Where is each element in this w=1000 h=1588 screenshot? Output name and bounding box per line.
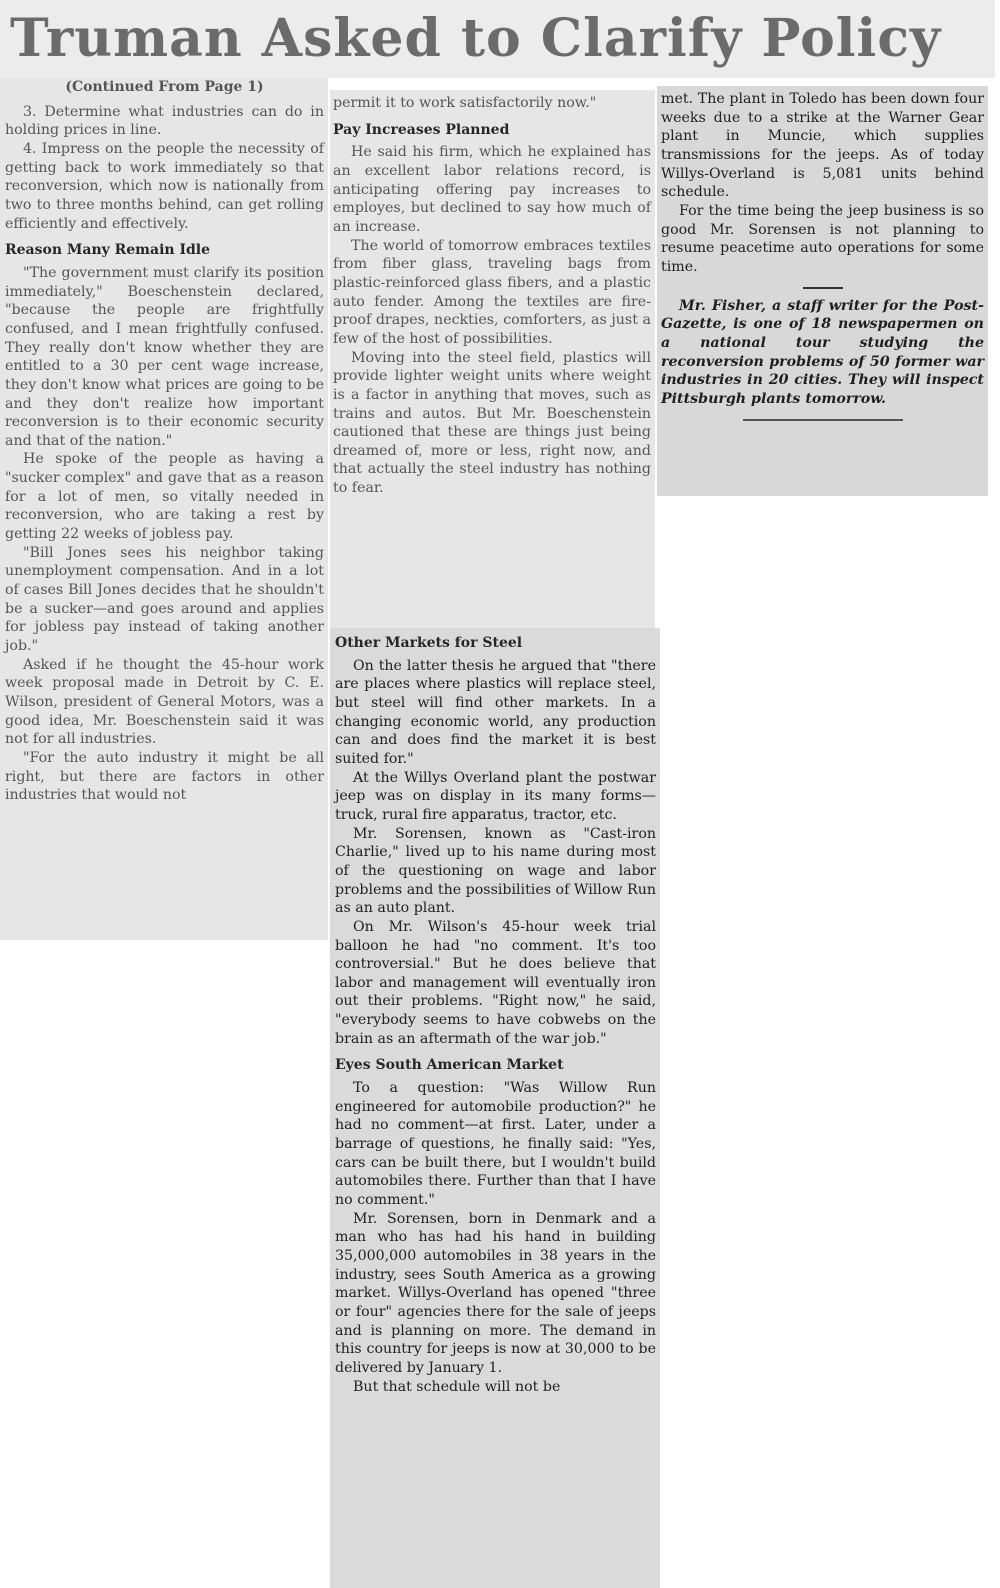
author-note bbox=[661, 297, 984, 409]
paragraph: 4. Impress on the people the necessity of getting back to work immediately so that reconversion, which now is nationally from two to three months behind, can get rolling efficiently and effectively. bbox=[5, 140, 324, 232]
paragraph: Mr. Sorensen, born in Denmark and a man who has had his hand in building 35,000,000 automobiles in 38 years in the industry, sees South America as a growing market. Willys-Overland has opened "three or four" agencies there for the sale of jeeps and is planning on more. The demand in this country for jeeps is now at 30,000 to be delivered by January 1. bbox=[335, 1210, 656, 1376]
paragraph: On the latter thesis he argued that "there are places where plastics will replace steel, but steel will find other markets. In a changing economic world, any production can and does find the market it is best suited for." bbox=[335, 657, 656, 767]
article-column-2-top bbox=[330, 90, 655, 628]
subheading: Reason Many Remain Idle bbox=[5, 242, 211, 259]
paragraph: "For the auto industry it might be all right, but there are factors in other industries that would not bbox=[5, 749, 324, 804]
paragraph: At the Willys Overland plant the postwar jeep was on display in its many forms—truck, rural fire apparatus, tractor, etc. bbox=[335, 769, 656, 823]
article-column-3 bbox=[657, 86, 988, 496]
paragraph: Mr. Sorensen, known as "Cast-iron Charlie," lived up to his name during most of the questioning on wage and labor problems and the possibilities of Willow Run as an auto plant. bbox=[335, 825, 656, 917]
paragraph: The world of tomorrow embraces textiles from fiber glass, traveling bags from plastic-reinforced glass fibers, and a plastic auto fender. Among the textiles are fire-proof drapes, neckties, comforters, as just a few of the host of possibilities. bbox=[333, 237, 651, 347]
headline-banner bbox=[0, 0, 995, 78]
paragraph: To a question: "Was Willow Run engineered for automobile production?" he had no comment—at first. Later, under a barrage of questions, he finally said: "Yes, cars can be built there, but I wouldn't build automobiles there. Further than that I have no comment." bbox=[335, 1080, 656, 1209]
paragraph: "The government must clarify its position immediately," Boeschenstein declared, "because the people are frightfully confused, and I mean frightfully confused. They really don't know whether they are entitled to a 30 per cent wage increase, they don't know what prices are going to be and they don't realize how important reconversion is to their economic security and that of the nation." bbox=[5, 264, 324, 449]
paragraph: met. The plant in Toledo has been down four weeks due to a strike at the Warner Gear plant in Muncie, which supplies transmissions for the jeeps. As of today Willys-Overland is 5,081 units behind schedule. bbox=[661, 91, 984, 201]
paragraph: He said his firm, which he explained has an excellent labor relations record, is anticipating offering pay increases to employes, but declined to say how much of an increase. bbox=[333, 144, 651, 235]
author-note-text: Mr. Fisher, a staff writer for the Post-Gazette, is one of 18 newspapermen on a national tour studying the reconversion problems of 50 former war industries in 20 cities. They will inspect Pittsburgh plants tomorrow. bbox=[661, 297, 984, 407]
divider bbox=[743, 419, 903, 421]
article-column-1 bbox=[0, 78, 328, 940]
subheading: Pay Increases Planned bbox=[333, 121, 510, 138]
subheading: Other Markets for Steel bbox=[335, 635, 523, 651]
headline: Truman Asked to Clarify Policy bbox=[10, 8, 942, 69]
article-column-2-bottom bbox=[330, 628, 660, 1588]
paragraph: "Bill Jones sees his neighbor taking unemployment compensation. And in a lot of cases Bill Jones decides that he shouldn't be a sucker—and goes around and applies for jobless pay instead of taking another job." bbox=[5, 544, 324, 655]
paragraph: Asked if he thought the 45-hour work week proposal made in Detroit by C. E. Wilson, president of General Motors, was a good idea, Mr. Boeschenstein said it was not for all industries. bbox=[5, 656, 324, 748]
paragraph: But that schedule will not be bbox=[353, 1378, 561, 1395]
continued-note: (Continued From Page 1) bbox=[65, 79, 264, 95]
paragraph: For the time being the jeep business is so good Mr. Sorensen is not planning to resume peacetime auto operations for some time. bbox=[661, 202, 984, 275]
paragraph: On Mr. Wilson's 45-hour week trial balloon he had "no comment. It's too controversial." But he does believe that labor and management will eventually iron out their problems. "Right now," he said, "everybody seems to have cobwebs on the brain as an aftermath of the war job." bbox=[335, 918, 656, 1047]
paragraph: He spoke of the people as having a "sucker complex" and gave that as a reason for a lot of men, so vitally needed in reconversion, who are taking a rest by getting 22 weeks of jobless pay. bbox=[5, 451, 324, 543]
paragraph: permit it to work satisfactorily now." bbox=[333, 95, 597, 111]
paragraph: Moving into the steel field, plastics will provide lighter weight units where weight is a factor in anything that moves, such as trains and autos. But Mr. Boeschenstein cautioned that these are things just being dreamed of, more or less, right now, and that actually the steel industry has nothing to fear. bbox=[333, 349, 651, 497]
subheading: Eyes South American Market bbox=[335, 1057, 564, 1074]
paragraph: 3. Determine what industries can do in holding prices in line. bbox=[5, 103, 324, 139]
divider bbox=[803, 287, 843, 289]
